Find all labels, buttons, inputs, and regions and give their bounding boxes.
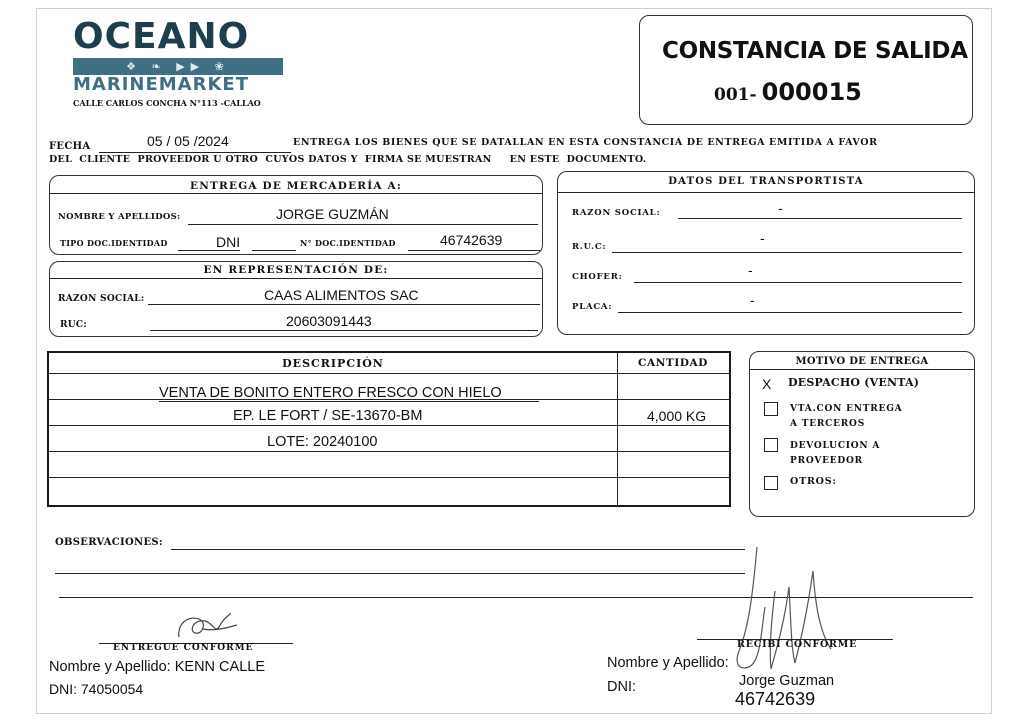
- firma-left-nombre: [49, 659, 265, 675]
- representacion-box: [49, 261, 543, 337]
- transportista-chofer-label: CHOFER:: [572, 272, 623, 282]
- col-header-descripcion: DESCRIPCIÓN: [282, 357, 384, 370]
- company-address: CALLE CARLOS CONCHA N°113 -CALLAO: [73, 98, 261, 108]
- entrega-tipo-label: TIPO DOC.IDENTIDAD: [60, 238, 168, 248]
- option-otros-checkbox[interactable]: [764, 476, 778, 490]
- firma-right-nombre-label: Nombre y Apellido:: [607, 655, 729, 671]
- option-devolucion-line1: DEVOLUCION A: [790, 441, 881, 451]
- transportista-razon-value: -: [778, 200, 783, 216]
- option-devolucion-checkbox[interactable]: [764, 438, 778, 452]
- entrega-nombre-label: NOMBRE Y APELLIDOS:: [58, 212, 181, 222]
- logo-brand-sub: MARINEMARKET: [73, 74, 249, 95]
- check-mark-icon: X: [762, 376, 772, 392]
- transportista-title: DATOS DEL TRANSPORTISTA: [668, 176, 864, 187]
- representacion-razon-value: CAAS ALIMENTOS SAC: [264, 287, 419, 303]
- intro-text-line2: DEL CLIENTE PROVEEDOR U OTRO CUYOS DATOS Y FIRMA SE MUESTRAN EN ESTE DOCUMENTO.: [49, 154, 647, 165]
- transportista-ruc-value: -: [760, 230, 765, 246]
- document-sheet: [36, 8, 992, 714]
- transportista-box: [557, 171, 975, 335]
- representacion-ruc-label: RUC:: [60, 320, 88, 330]
- firma-right-caption: RECIBI CONFORME: [737, 639, 858, 650]
- transportista-placa-value: -: [750, 292, 755, 308]
- intro-text-line1: ENTREGA LOS BIENES QUE SE DATALLAN EN ESTA CONSTANCIA DE ENTREGA EMITIDA A FAVOR: [293, 137, 878, 148]
- entrega-nombre-value: JORGE GUZMÁN: [276, 206, 389, 222]
- option-despacho-label: DESPACHO (VENTA): [788, 376, 920, 389]
- logo-brand-name: OCEANO: [73, 16, 250, 57]
- firma-left-dni-value: 74050054: [80, 681, 144, 697]
- fecha-value: 05 / 05 /2024: [147, 133, 229, 149]
- motivo-title: MOTIVO DE ENTREGA: [795, 356, 929, 367]
- firma-left-dni-label: DNI:: [49, 681, 77, 697]
- representacion-razon-label: RAZON SOCIAL:: [58, 294, 145, 304]
- table-row-desc: VENTA DE BONITO ENTERO FRESCO CON HIELO: [159, 385, 502, 401]
- entrega-nro-label: N° DOC.IDENTIDAD: [300, 238, 396, 248]
- firma-left-caption: ENTREGUE CONFORME: [113, 643, 254, 653]
- signature-left: [173, 607, 243, 647]
- firma-left-nombre-value: KENN CALLE: [174, 659, 265, 675]
- transportista-ruc-label: R.U.C:: [572, 242, 607, 252]
- transportista-chofer-value: -: [748, 262, 753, 278]
- option-devolucion-line2: PROVEEDOR: [790, 456, 863, 466]
- table-row-desc: EP. LE FORT / SE-13670-BM: [233, 408, 423, 424]
- option-devolucion-label: [790, 439, 880, 469]
- firma-right-nombre-value: Jorge Guzman: [739, 673, 835, 689]
- motivo-box: [749, 351, 975, 517]
- table-row-desc: LOTE: 20240100: [267, 434, 378, 450]
- fecha-label: FECHA: [49, 141, 91, 152]
- transportista-razon-label: RAZON SOCIAL:: [572, 208, 661, 218]
- signature-right: [727, 531, 847, 681]
- entrega-box: [49, 175, 543, 255]
- option-vta-terceros-line1: VTA.CON ENTREGA: [790, 404, 903, 414]
- option-vta-terceros-checkbox[interactable]: [764, 402, 778, 416]
- observaciones-label: OBSERVACIONES:: [55, 537, 163, 548]
- firma-left-nombre-label: Nombre y Apellido:: [49, 659, 171, 675]
- fish-icon: ❖ ❧ ▶▶ ❀: [126, 60, 230, 73]
- items-table: [47, 351, 731, 507]
- transportista-placa-label: PLACA:: [572, 302, 613, 312]
- col-header-cantidad: CANTIDAD: [638, 357, 708, 369]
- representacion-ruc-value: 20603091443: [286, 313, 372, 329]
- doc-number: 000015: [761, 78, 862, 106]
- entrega-title: ENTREGA DE MERCADERÍA A:: [190, 180, 402, 192]
- doc-title: CONSTANCIA DE SALIDA: [662, 38, 968, 64]
- entrega-nro-value: 46742639: [440, 232, 503, 248]
- doc-number-row: [714, 78, 862, 106]
- option-vta-terceros-line2: A TERCEROS: [790, 419, 865, 429]
- table-row-qty: 4,000 KG: [647, 408, 707, 424]
- representacion-title: EN REPRESENTACIÓN DE:: [203, 264, 389, 276]
- title-box: [639, 15, 973, 125]
- firma-right-dni-label: DNI:: [607, 679, 636, 695]
- logo-fish-band: [73, 58, 283, 75]
- logo: [73, 16, 285, 108]
- option-vta-terceros-label: [790, 402, 902, 432]
- doc-series: 001-: [714, 85, 757, 105]
- firma-right-dni-value: 46742639: [735, 689, 816, 709]
- option-despacho-checkbox[interactable]: [762, 376, 778, 392]
- option-otros-label: OTROS:: [790, 476, 837, 487]
- firma-left-dni: [49, 681, 143, 697]
- entrega-tipo-value: DNI: [216, 234, 241, 250]
